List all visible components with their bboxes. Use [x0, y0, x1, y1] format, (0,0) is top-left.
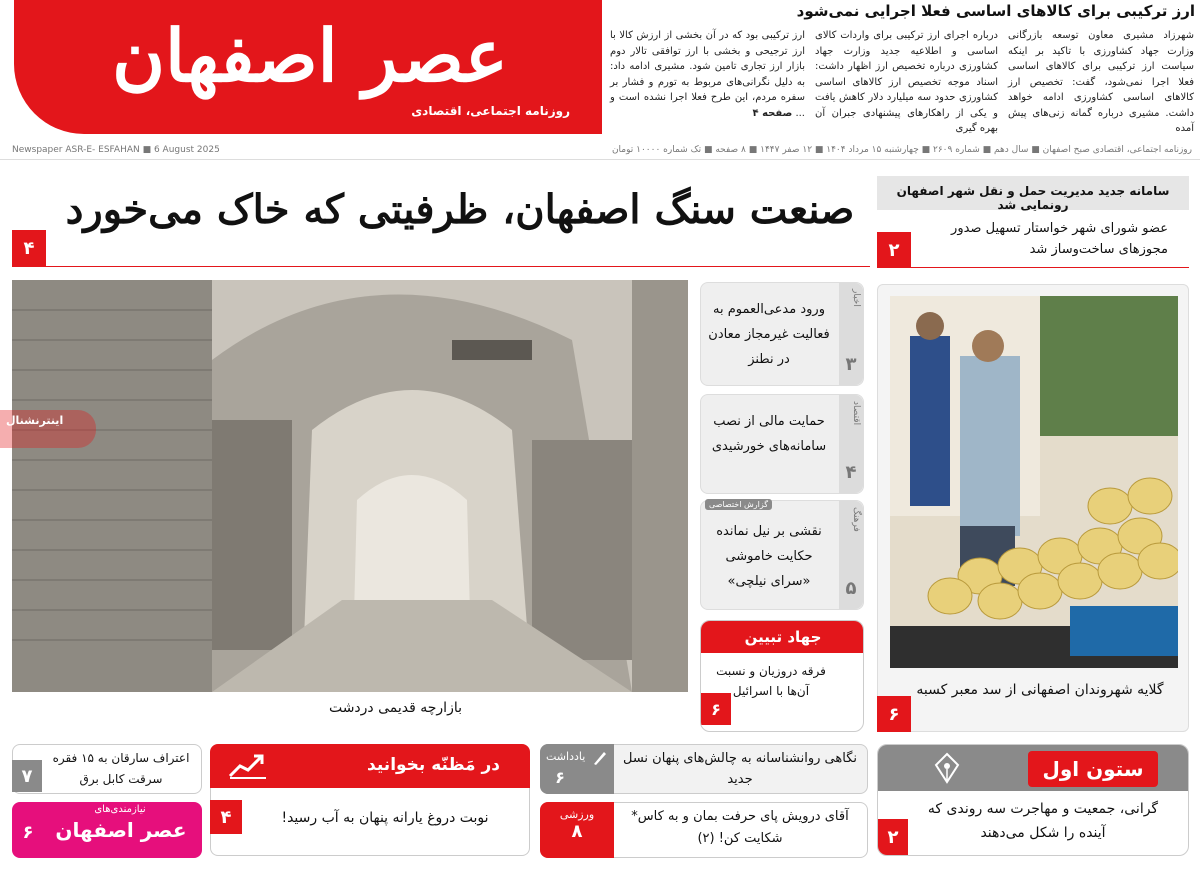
sports-tag-label: ورزشی — [559, 808, 595, 821]
note-text[interactable]: نگاهی روانشناسانه به چالش‌های پنهان نسل جدید — [622, 751, 858, 787]
note-tag-label: یادداشت — [546, 750, 586, 763]
market-section-text[interactable]: نوبت دروغ یارانه پنهان به آب رسید! — [281, 810, 489, 826]
info-bar-persian: روزنامه اجتماعی، اقتصادی صبح اصفهان ■ سال دهم ■ شماره ۲۶۰۹ ■ چهارشنبه ۱۵ مرداد ۱۴۰۴ ■ ۱۲ صفر ۱۴۴۷ ■ ۸ صفحه ■ تک شماره ۱۰۰۰۰ تومان — [611, 145, 1192, 155]
teaser-column-1-text: شهرزاد مشیری معاون توسعه بازرگانی وزارت جهاد کشاورزی با تاکید بر اینکه سیاست ارز ترکیبی برای کالاهای اساسی فعلا اجرا نمی‌شود، گفت: تخصیص ارز کالاهای اساسی کشاورزی ادامه خواهد داشت. — [1008, 30, 1194, 119]
side-card-section: اقتصاد — [851, 401, 861, 426]
side-card-page: ۵ — [845, 578, 857, 599]
fruit-market-page-badge[interactable]: ۶ — [877, 696, 911, 732]
teaser-headline[interactable]: ارز ترکیبی برای کالاهای اساسی فعلا اجرایی نمی‌شود — [796, 2, 1195, 20]
fruit-market-photo[interactable] — [890, 296, 1178, 668]
teaser-column-3-text: ارز ترکیبی بود که در آن بخشی از ارزش کالا با ارز ترجیحی و بخشی با ارز توافقی تالار دوم بازار ارز تجاری تامین شود. — [610, 30, 806, 72]
exclusive-report-tag: گزارش اختصاصی — [705, 499, 772, 510]
teaser-column-3-text-b: مشیری ادامه داد: به دلیل نگرانی‌های مربوط به تورم و فشار بر سفره مردم، این طرح فعلا اجرا نشده است و ... — [610, 61, 805, 119]
main-headline-page-badge[interactable]: ۴ — [12, 230, 46, 266]
first-column-text: گرانی، جمعیت و مهاجرت سه روندی که آینده را شکل می‌دهند — [927, 801, 1159, 841]
note-page: ۶ — [555, 768, 565, 787]
masthead-subtitle: روزنامه اجتماعی، اقتصادی — [411, 104, 570, 118]
sports-page: ۸ — [571, 821, 583, 842]
jahad-tabyin-card[interactable] — [700, 620, 864, 732]
pen-nib-icon — [930, 751, 964, 785]
right-top-page-badge[interactable]: ۲ — [877, 232, 911, 268]
confession-page-badge[interactable]: ۷ — [12, 760, 42, 792]
jahad-tabyin-page-badge: ۶ — [701, 693, 731, 725]
jahad-tabyin-text: فرقه دروزیان و نسبت آن‌ها با اسرائیل — [716, 664, 826, 698]
watermark: اینترنشنال — [0, 410, 96, 448]
bazaar-photo-illustration — [12, 280, 688, 692]
teaser-column-3 — [610, 28, 805, 121]
market-section-page-badge[interactable]: ۴ — [210, 800, 242, 834]
right-top-subheadline[interactable]: عضو شورای شهر خواستار تسهیل صدور مجوزهای ساخت‌وساز شد — [951, 221, 1168, 257]
fruit-market-photo-illustration — [890, 296, 1178, 668]
sports-tag — [540, 802, 614, 858]
right-top-title[interactable]: سامانه جدید مدیریت حمل و نقل شهر اصفهان رونمایی شد — [896, 184, 1170, 212]
info-bar-english: Newspaper ASR-E- ESFAHAN ■ 6 August 2025 — [12, 145, 220, 155]
side-card-page: ۴ — [845, 462, 857, 483]
classifieds-label: نیازمندی‌های — [94, 804, 146, 815]
classifieds-title[interactable]: عصر اصفهان — [55, 818, 187, 842]
side-card-text: ورود مدعی‌العموم به فعالیت غیرمجاز معادن در نطنز — [708, 302, 830, 367]
sports-text[interactable]: آقای درویش پای حرفت بمان و به کاس* شکایت کن! (۲) — [631, 809, 849, 846]
side-card-news[interactable] — [700, 282, 864, 386]
teaser-column-1 — [1008, 28, 1194, 137]
teaser-column-1-end: مشیری درباره گمانه زنی‌های پیش آمده — [1008, 107, 1194, 134]
info-bar — [0, 142, 1200, 160]
side-card-page: ۳ — [845, 354, 857, 375]
side-card-text: نقشی بر نیل نمانده حکایت خاموشی «سرای نیلچی» — [716, 524, 822, 589]
side-card-economy[interactable] — [700, 394, 864, 494]
note-tag — [540, 744, 614, 794]
main-headline[interactable]: صنعت سنگ اصفهان، ظرفیتی که خاک می‌خورد — [65, 186, 855, 233]
side-card-section: فرهنگ — [851, 507, 861, 532]
bazaar-photo[interactable] — [12, 280, 688, 692]
jahad-tabyin-title: جهاد تبیین — [701, 621, 864, 653]
market-section-title: در مَظنّه بخوانید — [367, 755, 500, 775]
side-card-text: حمایت مالی از نصب سامانه‌های خورشیدی — [711, 414, 827, 454]
fruit-market-caption[interactable]: گلایه شهروندان اصفهانی از سد معبر کسبه — [916, 682, 1164, 698]
side-card-section: اخبار — [851, 289, 861, 307]
side-card-culture[interactable] — [700, 500, 864, 610]
first-column-box[interactable] — [877, 744, 1189, 856]
first-column-page-badge: ۲ — [878, 819, 908, 855]
trend-chart-icon — [228, 752, 268, 780]
newspaper-logo[interactable]: عصر اصفهان — [112, 13, 508, 98]
classifieds-page: ۶ — [22, 822, 34, 843]
bazaar-photo-caption: بازارچه قدیمی دردشت — [328, 700, 462, 716]
teaser-page-ref[interactable]: صفحه ۴ — [752, 107, 793, 119]
first-column-title: ستون اول — [1028, 751, 1158, 787]
teaser-column-2: درباره اجرای ارز ترکیبی برای واردات کالای اساسی و اطلاعیه جدید وزارت جهاد کشاورزی درباره تخصیص ارز اظهار داشت: اسناد موجه تخصیص ارز کالاهای اساسی کشاورزی حدود سه میلیارد دلار کاهش یافت و یکی از راهکارهای پیشنهادی جبران آن بهره گیری — [815, 30, 998, 134]
feather-pen-icon — [592, 750, 608, 766]
confession-text[interactable]: اعتراف سارقان به ۱۵ فقره سرقت کابل برق — [52, 751, 190, 786]
